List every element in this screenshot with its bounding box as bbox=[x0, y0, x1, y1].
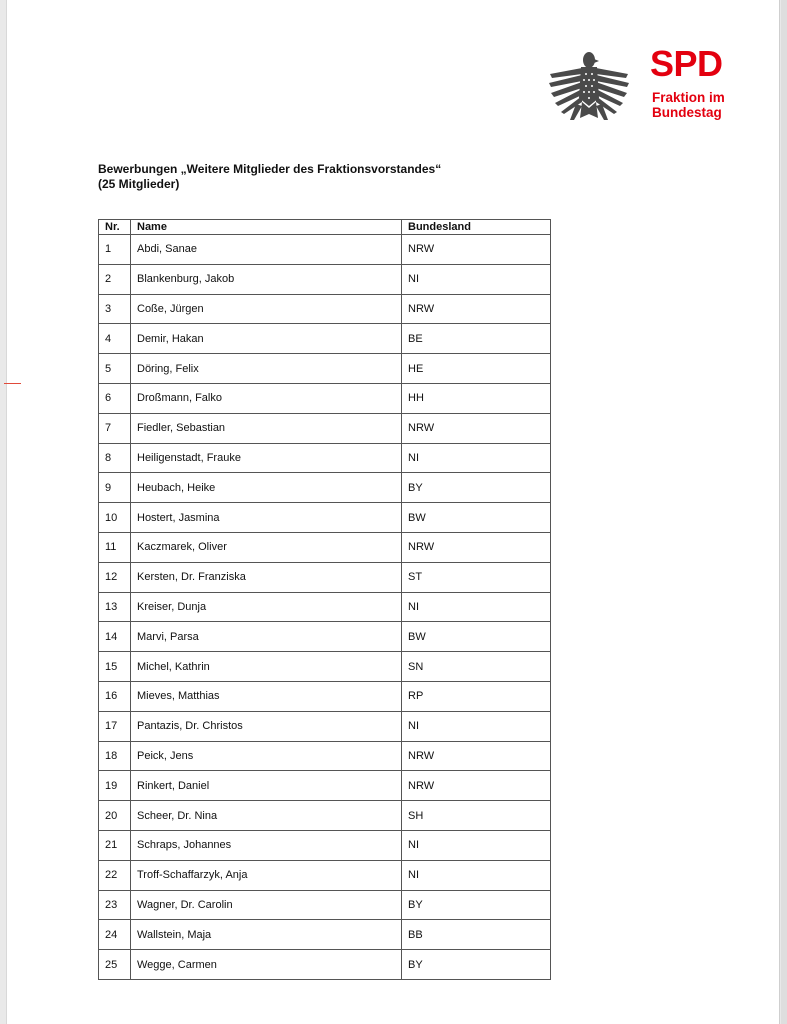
table-row bbox=[99, 592, 551, 622]
row-state: NRW bbox=[402, 294, 551, 324]
row-name: Wegge, Carmen bbox=[131, 950, 402, 980]
heading-title: Bewerbungen „Weitere Mitglieder des Fraktionsvorstandes“ bbox=[98, 162, 442, 176]
row-state: ST bbox=[402, 562, 551, 592]
bundestag-eagle-icon bbox=[546, 48, 632, 124]
row-nr: 12 bbox=[99, 562, 131, 592]
row-name: Peick, Jens bbox=[131, 741, 402, 771]
table-row bbox=[99, 830, 551, 860]
row-nr: 22 bbox=[99, 860, 131, 890]
row-name: Blankenburg, Jakob bbox=[131, 264, 402, 294]
row-name: Troff-Schaffarzyk, Anja bbox=[131, 860, 402, 890]
row-name: Coße, Jürgen bbox=[131, 294, 402, 324]
header-state: Bundesland bbox=[402, 220, 551, 235]
row-nr: 5 bbox=[99, 354, 131, 384]
table-row bbox=[99, 532, 551, 562]
page-edge bbox=[781, 0, 787, 1024]
table-row bbox=[99, 235, 551, 265]
row-name: Hostert, Jasmina bbox=[131, 503, 402, 533]
row-nr: 17 bbox=[99, 711, 131, 741]
row-state: NRW bbox=[402, 235, 551, 265]
row-nr: 3 bbox=[99, 294, 131, 324]
table-row bbox=[99, 711, 551, 741]
row-nr: 20 bbox=[99, 801, 131, 831]
table-row bbox=[99, 950, 551, 980]
row-state: NRW bbox=[402, 532, 551, 562]
header-name: Name bbox=[131, 220, 402, 235]
row-nr: 23 bbox=[99, 890, 131, 920]
row-name: Heubach, Heike bbox=[131, 473, 402, 503]
table-row bbox=[99, 562, 551, 592]
row-state: HH bbox=[402, 383, 551, 413]
table-row bbox=[99, 383, 551, 413]
logo-subtitle bbox=[652, 90, 750, 120]
table-row bbox=[99, 920, 551, 950]
row-state: NI bbox=[402, 830, 551, 860]
logo-subtitle-line2: Bundestag bbox=[652, 105, 722, 120]
table-row bbox=[99, 294, 551, 324]
row-nr: 11 bbox=[99, 532, 131, 562]
row-nr: 1 bbox=[99, 235, 131, 265]
row-name: Rinkert, Daniel bbox=[131, 771, 402, 801]
row-state: NRW bbox=[402, 741, 551, 771]
row-nr: 25 bbox=[99, 950, 131, 980]
row-state: SH bbox=[402, 801, 551, 831]
table-row bbox=[99, 622, 551, 652]
row-state: NI bbox=[402, 592, 551, 622]
table-row bbox=[99, 681, 551, 711]
row-name: Döring, Felix bbox=[131, 354, 402, 384]
row-state: BY bbox=[402, 890, 551, 920]
row-nr: 6 bbox=[99, 383, 131, 413]
row-name: Wallstein, Maja bbox=[131, 920, 402, 950]
row-name: Michel, Kathrin bbox=[131, 652, 402, 682]
row-nr: 8 bbox=[99, 443, 131, 473]
margin-mark bbox=[4, 383, 21, 384]
row-nr: 24 bbox=[99, 920, 131, 950]
row-state: BW bbox=[402, 622, 551, 652]
table-row bbox=[99, 771, 551, 801]
table-row bbox=[99, 324, 551, 354]
row-nr: 14 bbox=[99, 622, 131, 652]
row-state: NI bbox=[402, 860, 551, 890]
row-name: Marvi, Parsa bbox=[131, 622, 402, 652]
row-nr: 10 bbox=[99, 503, 131, 533]
row-name: Fiedler, Sebastian bbox=[131, 413, 402, 443]
table-row bbox=[99, 264, 551, 294]
row-nr: 4 bbox=[99, 324, 131, 354]
row-name: Pantazis, Dr. Christos bbox=[131, 711, 402, 741]
row-state: BW bbox=[402, 503, 551, 533]
row-name: Kaczmarek, Oliver bbox=[131, 532, 402, 562]
row-nr: 7 bbox=[99, 413, 131, 443]
heading-count: (25 Mitglieder) bbox=[98, 177, 180, 191]
row-name: Kersten, Dr. Franziska bbox=[131, 562, 402, 592]
row-nr: 18 bbox=[99, 741, 131, 771]
document-heading bbox=[98, 162, 441, 192]
row-state: BY bbox=[402, 473, 551, 503]
row-state: BY bbox=[402, 950, 551, 980]
row-state: SN bbox=[402, 652, 551, 682]
row-state: RP bbox=[402, 681, 551, 711]
table-row bbox=[99, 443, 551, 473]
row-state: NI bbox=[402, 711, 551, 741]
logo-name: SPD bbox=[650, 43, 723, 84]
row-name: Mieves, Matthias bbox=[131, 681, 402, 711]
row-nr: 2 bbox=[99, 264, 131, 294]
row-name: Wagner, Dr. Carolin bbox=[131, 890, 402, 920]
row-nr: 16 bbox=[99, 681, 131, 711]
table-row bbox=[99, 890, 551, 920]
row-state: NRW bbox=[402, 413, 551, 443]
row-name: Abdi, Sanae bbox=[131, 235, 402, 265]
row-nr: 15 bbox=[99, 652, 131, 682]
row-nr: 21 bbox=[99, 830, 131, 860]
row-name: Droßmann, Falko bbox=[131, 383, 402, 413]
row-nr: 13 bbox=[99, 592, 131, 622]
row-state: NI bbox=[402, 264, 551, 294]
row-state: BE bbox=[402, 324, 551, 354]
row-state: BB bbox=[402, 920, 551, 950]
row-state: NI bbox=[402, 443, 551, 473]
header-nr: Nr. bbox=[99, 220, 131, 235]
table-row bbox=[99, 652, 551, 682]
row-name: Kreiser, Dunja bbox=[131, 592, 402, 622]
row-name: Heiligenstadt, Frauke bbox=[131, 443, 402, 473]
table-row bbox=[99, 801, 551, 831]
logo-subtitle-line1: Fraktion im bbox=[652, 90, 725, 105]
row-nr: 9 bbox=[99, 473, 131, 503]
table-row bbox=[99, 354, 551, 384]
table-row bbox=[99, 503, 551, 533]
row-nr: 19 bbox=[99, 771, 131, 801]
row-name: Schraps, Johannes bbox=[131, 830, 402, 860]
spd-logo bbox=[650, 43, 750, 120]
table-row bbox=[99, 413, 551, 443]
table-row bbox=[99, 860, 551, 890]
row-state: NRW bbox=[402, 771, 551, 801]
table-row bbox=[99, 741, 551, 771]
candidates-table bbox=[98, 219, 551, 980]
table-row bbox=[99, 473, 551, 503]
row-state: HE bbox=[402, 354, 551, 384]
row-name: Scheer, Dr. Nina bbox=[131, 801, 402, 831]
row-name: Demir, Hakan bbox=[131, 324, 402, 354]
table-header-row bbox=[99, 220, 551, 235]
